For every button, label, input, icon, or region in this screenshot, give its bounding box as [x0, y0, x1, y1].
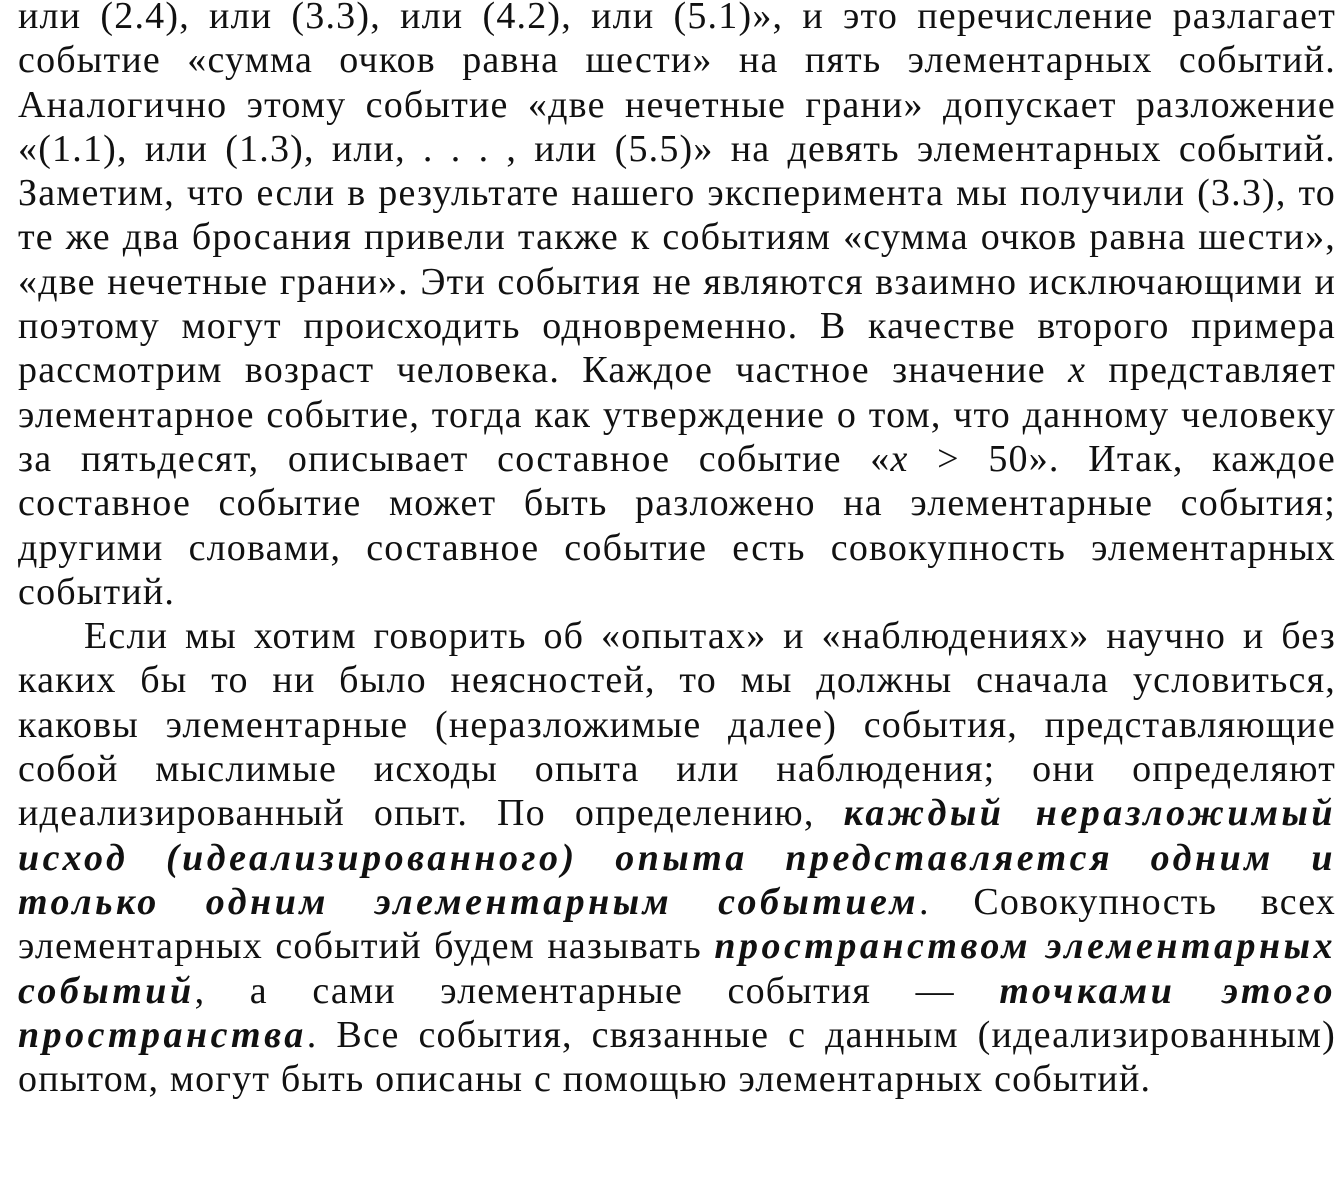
- term-sample-space: пространством элементарных событий: [18, 925, 1336, 1012]
- paragraph-1: [18, 0, 1336, 614]
- book-page: [18, 0, 1336, 1183]
- paragraph-2-text-b: . Совокупность всех элементарных событий будем называть: [18, 880, 1336, 968]
- paragraph-1-text-b: представляет элементарное событие, тогда как утверждение о том, что данному человеку за пятьдесят, описывает составное событие «: [18, 349, 1336, 480]
- variable-x: x: [1068, 349, 1087, 392]
- paragraph-2: [18, 614, 1336, 1101]
- definition-emphasis: каждый неразложимый исход (идеализированного) опыта представляется одним и только одним элементарным событием: [18, 792, 1336, 923]
- paragraph-1-text: или (2.4), или (3.3), или (4.2), или (5.1)», и это перечисление разлагает событие «сумма очков равна шести» на пять элементарных событий. Аналогично этому событие «две нечетные грани» допускает разложение «(1.1), или (1.3), или, . . . , или (5.5)» на девять элементарных событий. Заметим, что если в результате нашего эксперимента мы получили (3.3), то те же два бросания привели также к событиям «сумма очков равна шести», «две нечетные грани». Эти события не являются взаимно исключающими и поэтому могут происходить одновременно. В качестве второго примера рассмотрим возраст человека. Каждое частное значение: [18, 0, 1336, 392]
- term-points: точками этого пространства: [18, 969, 1336, 1056]
- paragraph-2-text-a: Если мы хотим говорить об «опытах» и «наблюдениях» научно и без каких бы то ни было неясностей, то мы должны сначала условиться, каковы элементарные (неразложимые далее) события, представляющие собой мыслимые исходы опыта или наблюдения; они определяют идеализированный опыт. По определению,: [18, 615, 1336, 835]
- variable-x-inequality: x: [890, 437, 909, 480]
- paragraph-1-text-c: ». Итак, каждое составное событие может быть разложено на элементарные события; другими словами, составное событие есть совокупность элементарных событий.: [18, 437, 1336, 613]
- paragraph-2-text-c: , а сами элементарные события —: [194, 969, 1000, 1012]
- paragraph-2-text-d: . Все события, связанные с данным (идеализированным) опытом, могут быть описаны с помощью элементарных событий.: [18, 1013, 1336, 1101]
- inequality: > 50: [908, 437, 1029, 480]
